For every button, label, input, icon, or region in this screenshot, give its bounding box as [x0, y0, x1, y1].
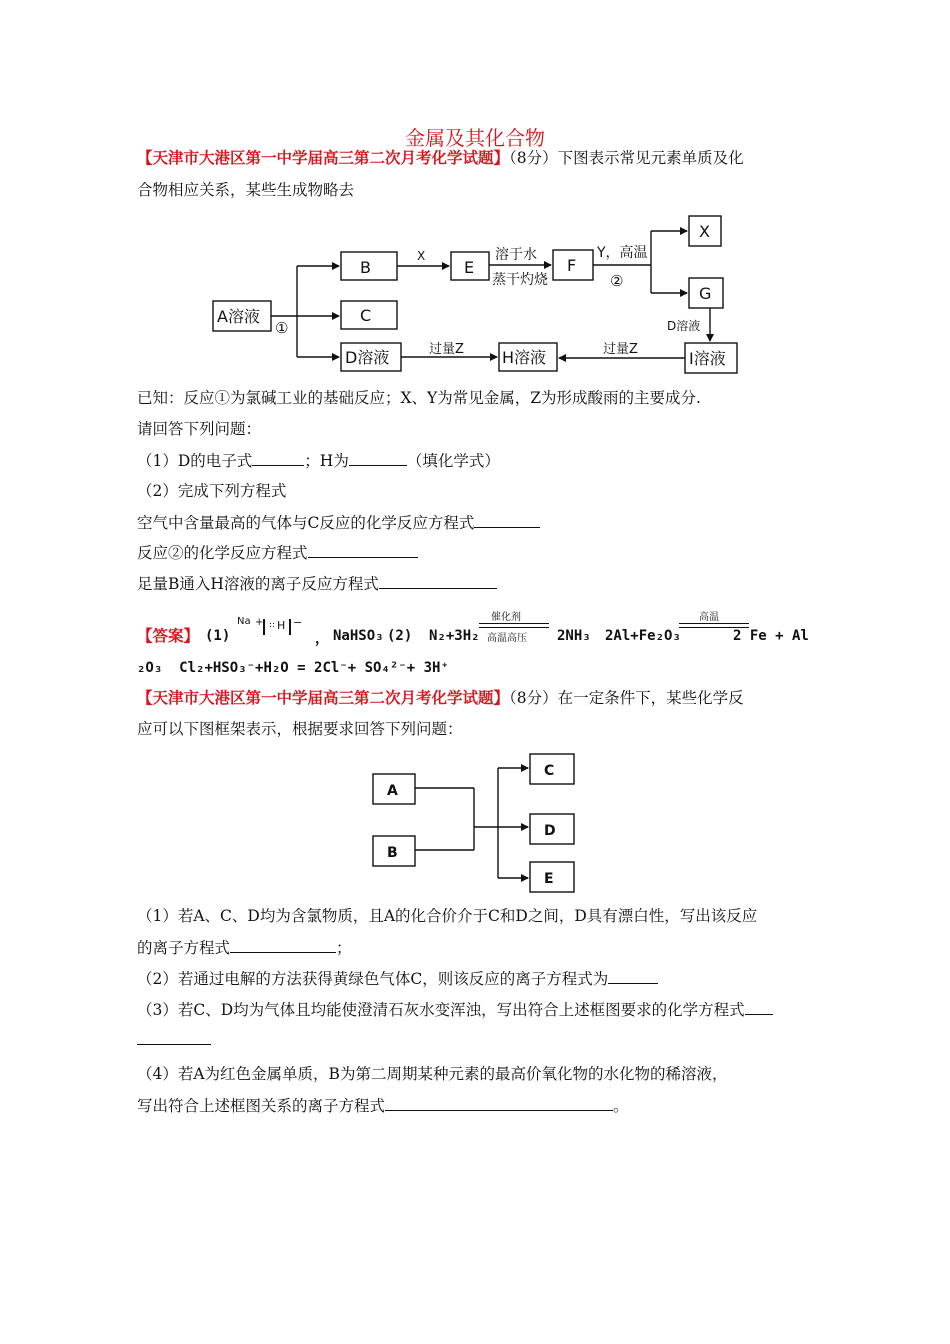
q1-sub2-line1: [137, 512, 540, 533]
q1-sub1: [137, 450, 500, 471]
q2-flowchart: [368, 748, 583, 898]
high-temp-label: 高温: [699, 612, 719, 623]
q2-sub4-end: 。: [613, 1097, 629, 1115]
q1-score: （8分）: [509, 149, 558, 167]
answer-nh3: 2NH₃: [557, 628, 591, 644]
q1-intro-line2: 合物相应关系，某些生成物略去: [137, 181, 355, 199]
electron-formula-h: H: [277, 619, 286, 632]
answer-label: 【答案】: [137, 626, 200, 645]
q2-sub2: [137, 968, 658, 989]
q1-source: 【天津市大港区第一中学届高三第二次月考化学试题】: [137, 148, 510, 167]
q2-intro-text: 在一定条件下，某些化学反: [557, 689, 744, 707]
answer-al: 2Al+Fe₂O₃: [605, 628, 681, 644]
q1-prompt: 请回答下列问题：: [137, 420, 262, 438]
q1-sub2: （2）完成下列方程式: [137, 482, 287, 500]
q2-intro-line2: 应可以下图框架表示，根据要求回答下列问题：: [137, 720, 463, 738]
q2-intro-line1: [137, 688, 744, 708]
bracket-left: [263, 619, 265, 635]
q1-sub1-text-b: ；H为: [304, 452, 349, 470]
answer-fe: 2 Fe + Al: [733, 628, 809, 644]
answer-blank[interactable]: [349, 450, 407, 466]
condition-label: 高温高压: [487, 633, 527, 644]
q2-sub2-text: （2）若通过电解的方法获得黄绿色气体C，则该反应的离子方程式为: [137, 970, 609, 988]
minus-sign: −: [293, 616, 303, 629]
label-d: D: [544, 823, 556, 839]
page-title: 金属及其化合物: [405, 126, 545, 150]
label-b: B: [360, 258, 371, 277]
answer-blank[interactable]: [608, 968, 658, 984]
q2-sub1-line2: [137, 937, 352, 958]
q1-sub2-line2: [137, 542, 418, 563]
label-circle2: ②: [610, 272, 624, 290]
q1-flowchart: [205, 212, 765, 382]
answer-n2: N₂+3H₂: [429, 628, 480, 644]
q2-sub3: [137, 999, 773, 1020]
answer-blank[interactable]: [379, 573, 497, 589]
arrow-forward: [479, 623, 549, 624]
equal-top: [679, 623, 749, 624]
q1-sub2-line3-text: 足量B通入H溶液的离子反应方程式: [137, 575, 379, 593]
q1-sub2-line1-text: 空气中含量最高的气体与C反应的化学反应方程式: [137, 514, 475, 532]
answer-blank[interactable]: [385, 1095, 613, 1111]
answer-part1: (1): [205, 628, 231, 644]
label-f: F: [567, 256, 577, 275]
electron-formula-na: Na: [237, 616, 251, 627]
label-e: E: [464, 258, 475, 277]
q2-sub1-text: 的离子方程式: [137, 939, 231, 957]
electron-dots: ::: [269, 620, 276, 630]
answer-blank[interactable]: [252, 450, 304, 466]
label-i: I溶液: [689, 349, 726, 368]
label-g: G: [699, 284, 712, 303]
q2-sub4-line1: （4）若A为红色金属单质，B为第二周期某种元素的最高价氧化物的水化物的稀溶液，: [137, 1065, 728, 1083]
label-a: A: [387, 783, 398, 799]
answer-line2: [137, 660, 449, 676]
answer-blank[interactable]: [474, 512, 540, 528]
label-y-high: Y，高温: [597, 245, 648, 261]
q1-intro-text: 下图表示常见元素单质及化: [557, 149, 744, 167]
catalyst-label: 催化剂: [491, 612, 521, 623]
label-b: B: [387, 845, 398, 861]
bracket-right: [289, 619, 291, 635]
q1-sub2-line2-text: 反应②的化学反应方程式: [137, 544, 308, 562]
answer-blank[interactable]: [308, 542, 418, 558]
answer-nahso3: NaHSO₃: [333, 628, 384, 644]
reversible-arrow: [477, 608, 553, 642]
q2-source: 【天津市大港区第一中学届高三第二次月考化学试题】: [137, 688, 510, 707]
label-d-sol: D溶液: [667, 319, 701, 333]
q1-intro-line1: [137, 148, 744, 168]
q1-sub1-text-a: （1）D的电子式: [137, 452, 253, 470]
answer-sep: ，: [315, 631, 329, 647]
label-circle1: ①: [275, 319, 289, 337]
label-d: D溶液: [345, 348, 390, 367]
q2-score: （8分）: [509, 689, 558, 707]
label-excess-z1: 过量Z: [429, 342, 464, 357]
answer-blank[interactable]: [230, 937, 336, 953]
label-e: E: [544, 871, 554, 887]
answer-line2-a: ₂O₃: [137, 660, 163, 676]
q2-sub3-text: （3）若C、D均为气体且均能使澄清石灰水变浑浊，写出符合上述框图要求的化学方程式: [137, 1001, 745, 1019]
label-x: X: [699, 222, 710, 241]
q2-sub1-end: ；: [336, 939, 352, 957]
answer-part2: (2): [387, 628, 413, 644]
label-dissolve: 溶于水: [495, 247, 537, 263]
q2-sub1-line1: （1）若A、C、D均为含氯物质，且A的化合价介于C和D之间，D具有漂白性，写出该反应: [137, 907, 758, 925]
q1-sub2-line3: [137, 573, 497, 594]
q1-sub1-text-c: （填化学式）: [406, 452, 500, 470]
arrow-back: [479, 627, 549, 628]
q1-known: 已知：反应①为氯碱工业的基础反应；X、Y为常见金属，Z为形成酸雨的主要成分.: [137, 389, 701, 407]
label-a: A溶液: [217, 307, 260, 326]
label-c: C: [544, 763, 555, 779]
q2-sub4-line2: [137, 1095, 629, 1116]
answer-line2-b: Cl₂+HSO₃⁻+H₂O = 2Cl⁻+ SO₄²⁻+ 3H⁺: [179, 660, 449, 676]
answer-blank[interactable]: [745, 999, 773, 1015]
label-evap: 蒸干灼烧: [492, 272, 548, 288]
plus-sign: +: [255, 617, 264, 628]
answer-blank-continued[interactable]: [137, 1044, 211, 1045]
label-h: H溶液: [502, 348, 547, 367]
label-c: C: [360, 306, 372, 325]
answer-line1: [137, 614, 817, 654]
label-excess-z2: 过量Z: [603, 342, 638, 357]
electron-formula: [237, 616, 309, 642]
q2-sub4-text: 写出符合上述框图关系的离子方程式: [137, 1097, 386, 1115]
label-arrow-x: X: [417, 249, 426, 263]
